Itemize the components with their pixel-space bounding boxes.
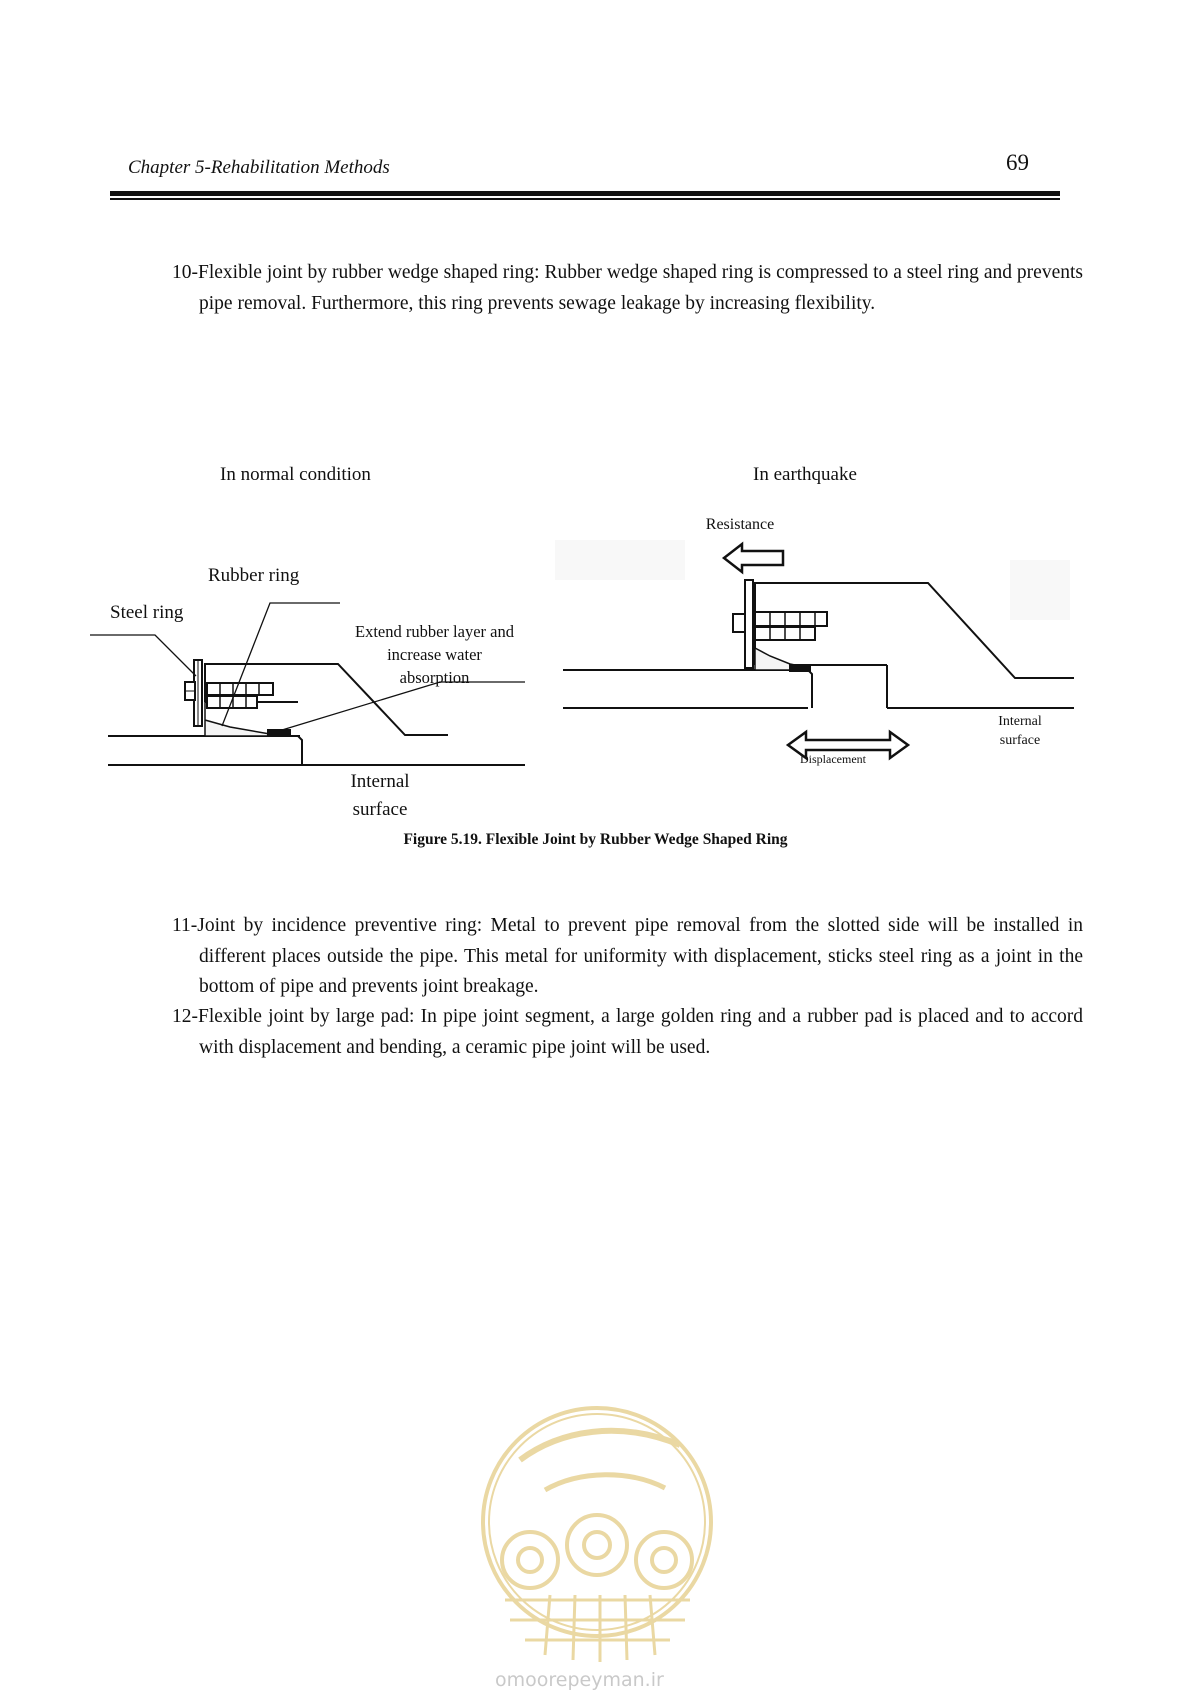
- figure-caption: Figure 5.19. Flexible Joint by Rubber Wedge Shaped Ring: [403, 831, 788, 848]
- label-internal-surface-right: Internal surface: [998, 714, 1042, 748]
- paragraph-item-11: 11-Joint by incidence preventive ring: Metal to prevent pipe removal from the slotted side will be installed in different places outside the pipe. This metal for uniformity with displacement, sticks steel ring as a joint in the bottom of pipe and prevents joint breakage.: [172, 915, 1083, 997]
- paragraph-item-12: 12-Flexible joint by large pad: In pipe joint segment, a large golden ring and a rubber pad is placed and to accord with displacement and bending, a ceramic pipe joint will be used.: [172, 1006, 1083, 1058]
- watermark-url: omoorepeyman.ir: [495, 1669, 664, 1691]
- label-displacement: Displacement: [800, 752, 866, 766]
- label-steel-ring: Steel ring: [110, 602, 184, 623]
- label-extend-rubber: Extend rubber layer and increase water absorption: [355, 622, 514, 687]
- label-internal-surface-left: Internal surface: [350, 771, 410, 820]
- chapter-title: Chapter 5-Rehabilitation Methods: [128, 157, 390, 178]
- paragraph-item-10: 10-Flexible joint by rubber wedge shaped ring: Rubber wedge shaped ring is compressed to a steel ring and prevents pipe removal. Furthermore, this ring prevents sewage leakage by increasing flexibility.: [172, 262, 1083, 314]
- label-rubber-ring: Rubber ring: [208, 565, 300, 586]
- page-number: 69: [1006, 150, 1029, 175]
- figure-left-title: In normal condition: [220, 464, 371, 485]
- figure-right-title: In earthquake: [753, 464, 857, 485]
- label-resistance: Resistance: [705, 516, 775, 533]
